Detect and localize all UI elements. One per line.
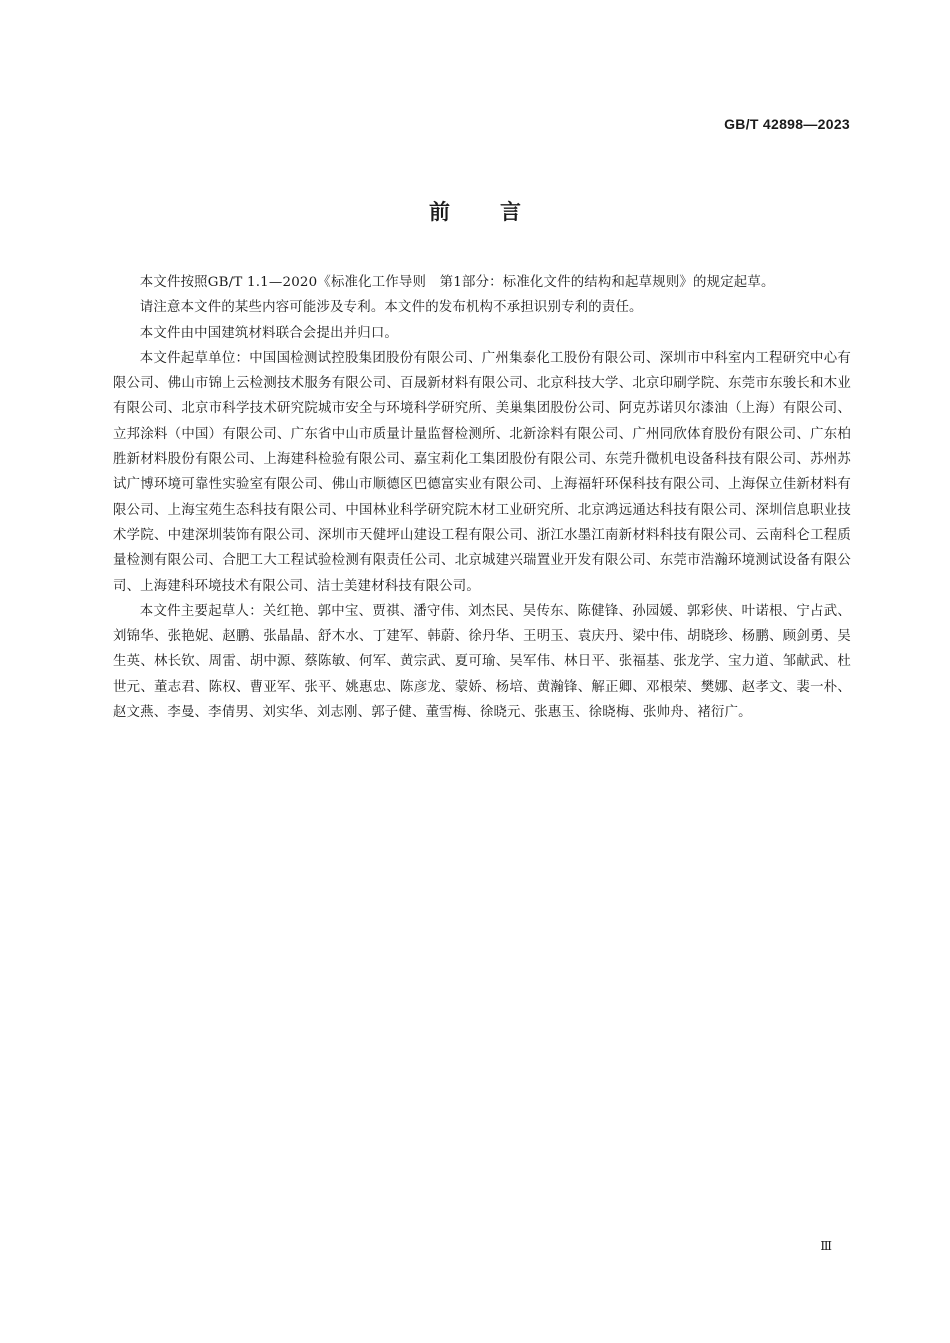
paragraph-patent-notice: 请注意本文件的某些内容可能涉及专利。本文件的发布机构不承担识别专利的责任。 [139,300,643,316]
paragraph-drafters: 本文件主要起草人：关红艳、郭中宝、贾祺、潘守伟、刘杰民、吴传东、陈健锋、孙园媛、郭彩侠、叶诺根、宁占武、刘锦华、张艳妮、赵鹏、张晶晶、舒木水、丁建军、韩蔚、徐丹华、王明玉、袁庆丹、梁中伟、胡晓珍、杨鹏、顾剑勇、吴生英、林长钦、周雷、胡中源、蔡陈敏、何军、黄宗武、夏可瑜、吴军伟、林日平、张福基、张龙学、宝力道、邹献武、杜世元、董志君、陈权、曹亚军、张平、姚惠忠、陈彦龙、蒙娇、杨培、黄瀚锋、解正卿、邓根荣、樊娜、赵孝文、裴一朴、赵文燕、李曼、李倩男、刘实华、刘志刚、郭子健、董雪梅、徐晓元、张惠玉、徐晓梅、张帅舟、褚衍广。 [113,603,851,721]
foreword-body [113,270,851,725]
paragraph-proposer: 本文件由中国建筑材料联合会提出并归口。 [139,325,399,341]
page-number: Ⅲ [820,1239,832,1253]
paragraph-drafting-rules: 本文件按照GB/T 1.1—2020《标准化工作导则 第1部分：标准化文件的结构和起草规则》的规定起草。 [139,275,775,290]
paragraph-drafting-units: 本文件起草单位：中国国检测试控股集团股份有限公司、广州集泰化工股份有限公司、深圳市中科室内工程研究中心有限公司、佛山市锦上云检测技术服务有限公司、百晟新材料有限公司、北京科技大学、北京印刷学院、东莞市东骏长和木业有限公司、北京市科学技术研究院城市安全与环境科学研究所、美巢集团股份公司、阿克苏诺贝尔漆油（上海）有限公司、立邦涂料（中国）有限公司、广东省中山市质量计量监督检测所、北新涂料有限公司、广州同欣体育股份有限公司、广东柏胜新材料股份有限公司、上海建科检验有限公司、嘉宝莉化工集团股份有限公司、东莞升微机电设备科技有限公司、苏州苏试广博环境可靠性实验室有限公司、佛山市顺德区巴德富实业有限公司、上海福轩环保科技有限公司、上海保立佳新材料有限公司、上海宝苑生态科技有限公司、中国林业科学研究院木材工业研究所、北京鸿远通达科技有限公司、深圳信息职业技术学院、中建深圳装饰有限公司、深圳市天健坪山建设工程有限公司、浙江水墨江南新材料科技有限公司、云南科仑工程质量检测有限公司、合肥工大工程试验检测有限责任公司、北京城建兴瑞置业开发有限公司、东莞市浩瀚环境测试设备有限公司、上海建科环境技术有限公司、洁士美建材科技有限公司。 [113,350,851,594]
title-char-2: 言 [500,200,521,224]
title-char-1: 前 [429,200,450,224]
document-code: GB/T 42898—2023 [724,116,850,132]
page-title [0,197,950,227]
